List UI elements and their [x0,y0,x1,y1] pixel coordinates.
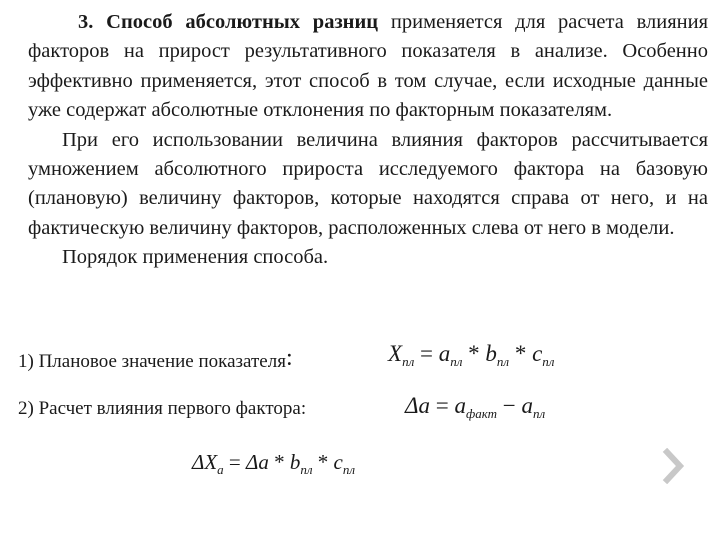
paragraph-2-text: При его использовании величина влияния факторов рассчитывается умножением абсолютного прироста исследуемого фактора на базовую (плановую) величину факторов, которые находятся справа от него, и на фактическую величину факторов, расположенных слева от него в модели. [28,128,708,239]
formula-symbol: X [388,341,403,366]
body-text [28,8,708,273]
formula-symbol: b [289,450,301,474]
formula-operator: = [430,393,455,418]
formula-operator: = [414,341,439,366]
section-heading: 3. Способ абсолютных разниц [78,11,379,33]
formula-subscript: пл [542,354,555,369]
formula-symbol: a [454,393,466,418]
formula-subscript: пл [450,354,463,369]
formula-operator: * [268,450,290,474]
step-2-label: 2) Расчет влияния первого фактора: [18,398,307,419]
formula-delta-a [405,393,545,422]
formula-subscript: факт [465,406,498,421]
formula-operator: * [509,341,533,366]
paragraph-1-text: применяется для расчета влияния факторов на прирост результативного показателя в анализе. Особенно эффективно применяется, этот способ в том случае, если исходные данные уже содержат абсолютные отклонения по факторным показателям. [28,11,708,122]
formula-operator: − [497,393,522,418]
formula-subscript: пл [402,354,415,369]
formula-operator: * [312,450,334,474]
formula-symbol: ΔX [192,450,218,474]
formula-symbol: Δa [246,450,269,474]
formula-subscript: a [217,462,224,477]
formula-symbol: a [438,341,451,366]
formula-symbol: c [532,341,543,366]
chevron-right-icon [662,448,686,484]
formula-subscript: пл [300,462,313,477]
formula-operator: * [462,341,486,366]
step-1-line [18,347,293,374]
formula-plan-value [388,341,554,370]
step-1-colon: : [285,345,293,371]
formula-subscript: пл [342,462,355,477]
formula-influence-a [192,450,355,478]
formula-subscript: пл [496,354,510,369]
formula-symbol: a [521,393,533,418]
formula-symbol: b [485,341,497,366]
next-slide-button[interactable] [662,448,686,484]
formula-symbol: Δa [405,393,430,418]
step-1-label: 1) Плановое значение показателя [18,351,286,372]
paragraph-method-description [28,8,708,126]
formula-symbol: c [333,450,343,474]
formula-operator: = [223,450,246,474]
formula-subscript: пл [533,406,546,421]
paragraph-3-text: Порядок применения способа. [62,246,329,269]
